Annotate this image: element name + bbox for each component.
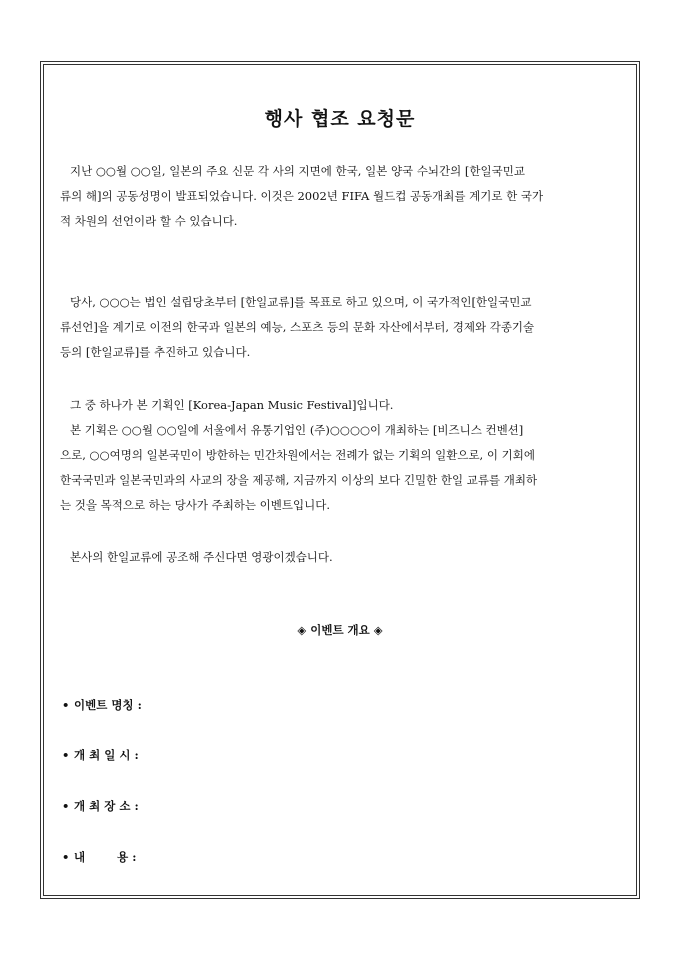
field-venue [62,798,139,814]
paragraph-closing [60,545,622,570]
paragraph-line: 으로, ○○여명의 일본국민이 방한하는 민간차원에서는 전례가 없는 기획의 일환으로, 이 기회에 [60,448,535,462]
paragraph-line: 류선언]을 계기로 이전의 한국과 일본의 예능, 스포츠 등의 문화 자산에서부터, 경제와 각종기술 [60,320,535,334]
paragraph-intro [60,159,622,234]
paragraph-company [60,290,622,365]
paragraph-festival [60,393,622,518]
paragraph-line: 류의 해]의 공동성명이 발표되었습니다. 이것은 2002년 FIFA 월드컵 공동개최를 계기로 한 국가 [60,189,544,203]
field-content [62,849,137,865]
paragraph-line: 적 차원의 선언이라 할 수 있습니다. [60,214,238,228]
field-label: 내 용 : [74,850,137,864]
bullet-icon: • [62,850,70,864]
paragraph-line: 본사의 한일교류에 공조해 주신다면 영광이겠습니다. [70,550,333,564]
field-label: 이벤트 명칭 : [74,698,142,712]
paragraph-line: 는 것을 목적으로 하는 당사가 주최하는 이벤트입니다. [60,498,330,512]
field-label: 개 최 장 소 : [74,799,139,813]
paragraph-line: 당사, ○○○는 법인 설립당초부터 [한일교류]를 목표로 하고 있으며, 이 국가적인[한일국민교 [70,295,532,309]
paragraph-line: 지난 ○○월 ○○일, 일본의 주요 신문 각 사의 지면에 한국, 일본 양국 수뇌간의 [한일국민교 [70,164,525,178]
field-date-time [62,747,139,763]
event-overview-heading: ◈ 이벤트 개요 ◈ [297,623,383,637]
paragraph-line: 등의 [한일교류]를 추진하고 있습니다. [60,345,251,359]
field-event-name [62,697,142,713]
bullet-icon: • [62,799,70,813]
paragraph-line: 그 중 하나가 본 기획인 [Korea-Japan Music Festival]입니다. [70,398,394,412]
bullet-icon: • [62,698,70,712]
bullet-icon: • [62,748,70,762]
paragraph-line: 한국국민과 일본국민과의 사교의 장을 제공해, 지금까지 이상의 보다 긴밀한 한일 교류를 개최하 [60,473,538,487]
paragraph-line: 본 기획은 ○○월 ○○일에 서울에서 유통기업인 (주)○○○○이 개최하는 [비즈니스 컨벤션] [70,423,524,437]
field-label: 개 최 일 시 : [74,748,139,762]
document-title: 행사 협조 요청문 [264,108,416,130]
